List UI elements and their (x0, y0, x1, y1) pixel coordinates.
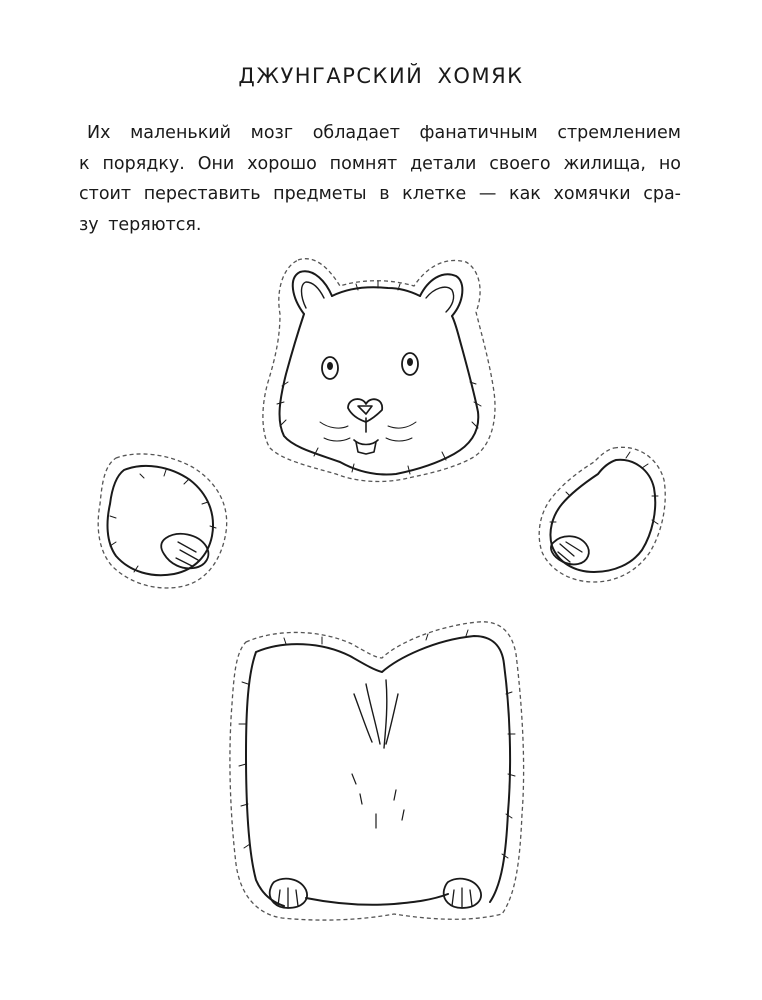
hamster-left-paw-icon[interactable] (94, 448, 236, 594)
text-line: к порядку. Они хорошо помнят детали своего жилища, но (79, 153, 681, 174)
page-title: ДЖУНГАРСКИЙ ХОМЯК (238, 64, 524, 88)
text-line: Их маленький мозг обладает фанатичным стремлением (87, 123, 681, 143)
hamster-head-icon[interactable] (258, 252, 498, 494)
text-line: стоит переставить предметы в клетке — как хомячки сра- (79, 184, 681, 204)
intro-paragraph (79, 118, 681, 240)
hamster-right-paw-icon[interactable] (534, 438, 670, 588)
text-line: зу теряются. (79, 214, 202, 235)
hamster-body-icon[interactable] (226, 614, 528, 926)
